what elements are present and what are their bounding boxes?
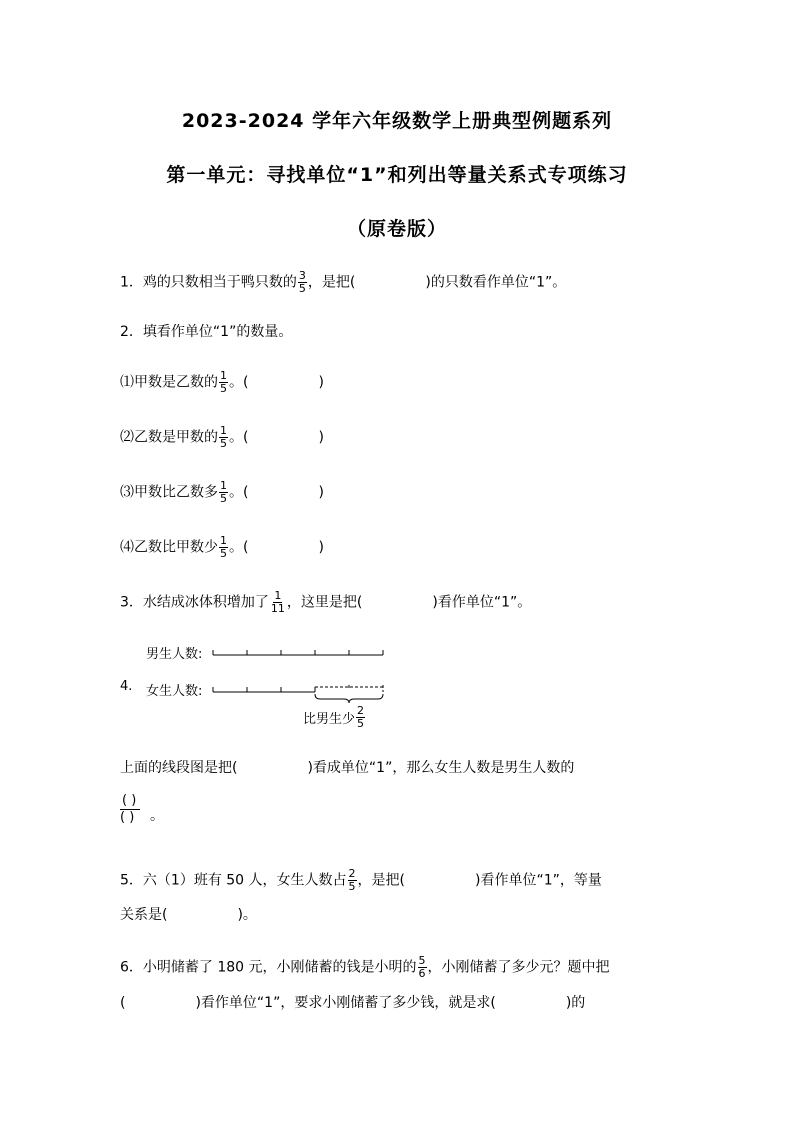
q6-line2-open: ( [120, 995, 126, 1011]
q4-answer-fraction[interactable]: ( ) ( ) [120, 793, 140, 826]
q6-text: 6．小明储蓄了 180 元，小刚储蓄的钱是小明的 [120, 959, 417, 976]
q1-text-mid: ，是把( [307, 274, 356, 291]
q2-item-text: ⑷乙数比甲数少 [120, 539, 218, 556]
q3-text-tail: )看作单位“1”。 [432, 594, 532, 611]
q2-item-close: ) [318, 539, 324, 556]
question-5-line2 [120, 905, 257, 925]
q2-item-open: 。( [229, 374, 249, 391]
q1-text: 1．鸡的只数相当于鸭只数的 [120, 274, 297, 291]
q5-line2-tail: )。 [237, 907, 257, 923]
q6-text-tail: ，小刚储蓄了多少元？题中把 [427, 959, 610, 976]
question-6-line2 [120, 993, 585, 1013]
q5-text-tail: )看作单位“1”，等量 [475, 872, 602, 889]
q6-fraction: $\frac{5}{6}$ [418, 954, 426, 980]
q2-item-text: ⑵乙数是甲数的 [120, 429, 218, 446]
q2-item-open: 。( [229, 429, 249, 446]
girls-dashed-segment [315, 685, 383, 692]
q2-item-open: 。( [229, 484, 249, 501]
q1-fraction: $\frac{3}{5}$ [298, 269, 306, 295]
girls-segment [213, 687, 315, 692]
q6-line2-tail: )的 [565, 995, 586, 1011]
q5-text-mid: ，是把( [357, 872, 405, 889]
q2-item-fraction: $\frac{1}{5}$ [220, 479, 227, 505]
q3-fraction: $\frac{1}{11}$ [270, 589, 285, 615]
q1-text-tail: )的只数看作单位“1”。 [425, 274, 567, 291]
q2-item-close: ) [318, 374, 324, 391]
q3-text: 3．水结成冰体积增加了 [120, 594, 269, 611]
q2-item-fraction: $\frac{1}{5}$ [220, 534, 227, 560]
question-5 [120, 868, 602, 893]
page-version: （原卷版） [346, 218, 447, 240]
question-4-text [120, 758, 574, 778]
page-subtitle: 第一单元：寻找单位“1”和列出等量关系式专项练习 [166, 164, 628, 186]
question-4-number: 4. [120, 679, 133, 694]
page-title: 2023-2024 学年六年级数学上册典型例题系列 [181, 110, 613, 132]
q2-item-fraction: $\frac{1}{5}$ [220, 424, 227, 450]
q2-item-close: ) [318, 429, 324, 446]
boys-label: 男生人数: [146, 647, 203, 662]
q4-text: 上面的线段图是把( [120, 760, 238, 776]
q2-item-text: ⑶甲数比乙数多 [120, 484, 218, 501]
q2-item-close: ) [318, 484, 324, 501]
brace-fraction: $\frac{2}{5}$ [357, 704, 365, 730]
q3-text-mid: ，这里是把( [286, 594, 363, 611]
brace-label: 比男生少 $\frac{2}{5}$ [303, 704, 365, 730]
q5-fraction: $\frac{2}{5}$ [348, 867, 356, 893]
difference-brace [315, 694, 383, 703]
girls-label: 女生人数: [146, 684, 203, 699]
q5-text: 5．六（1）班有 50 人，女生人数占 [120, 872, 347, 889]
q4-text-tail: )看成单位“1”，那么女生人数是男生人数的 [307, 760, 575, 776]
question-2-stem: 2．填看作单位“1”的数量。 [120, 324, 293, 340]
q5-line2-text: 关系是( [120, 907, 168, 923]
q6-line2-mid: )看作单位“1”，要求小刚储蓄了多少钱，就是求( [195, 995, 496, 1011]
question-6 [120, 955, 610, 980]
q4-answer-tail: 。 [150, 808, 164, 824]
q2-item-open: 。( [229, 539, 249, 556]
boys-segment [213, 650, 383, 655]
q2-item-text: ⑴甲数是乙数的 [120, 374, 218, 391]
q2-item-fraction: $\frac{1}{5}$ [220, 369, 227, 395]
